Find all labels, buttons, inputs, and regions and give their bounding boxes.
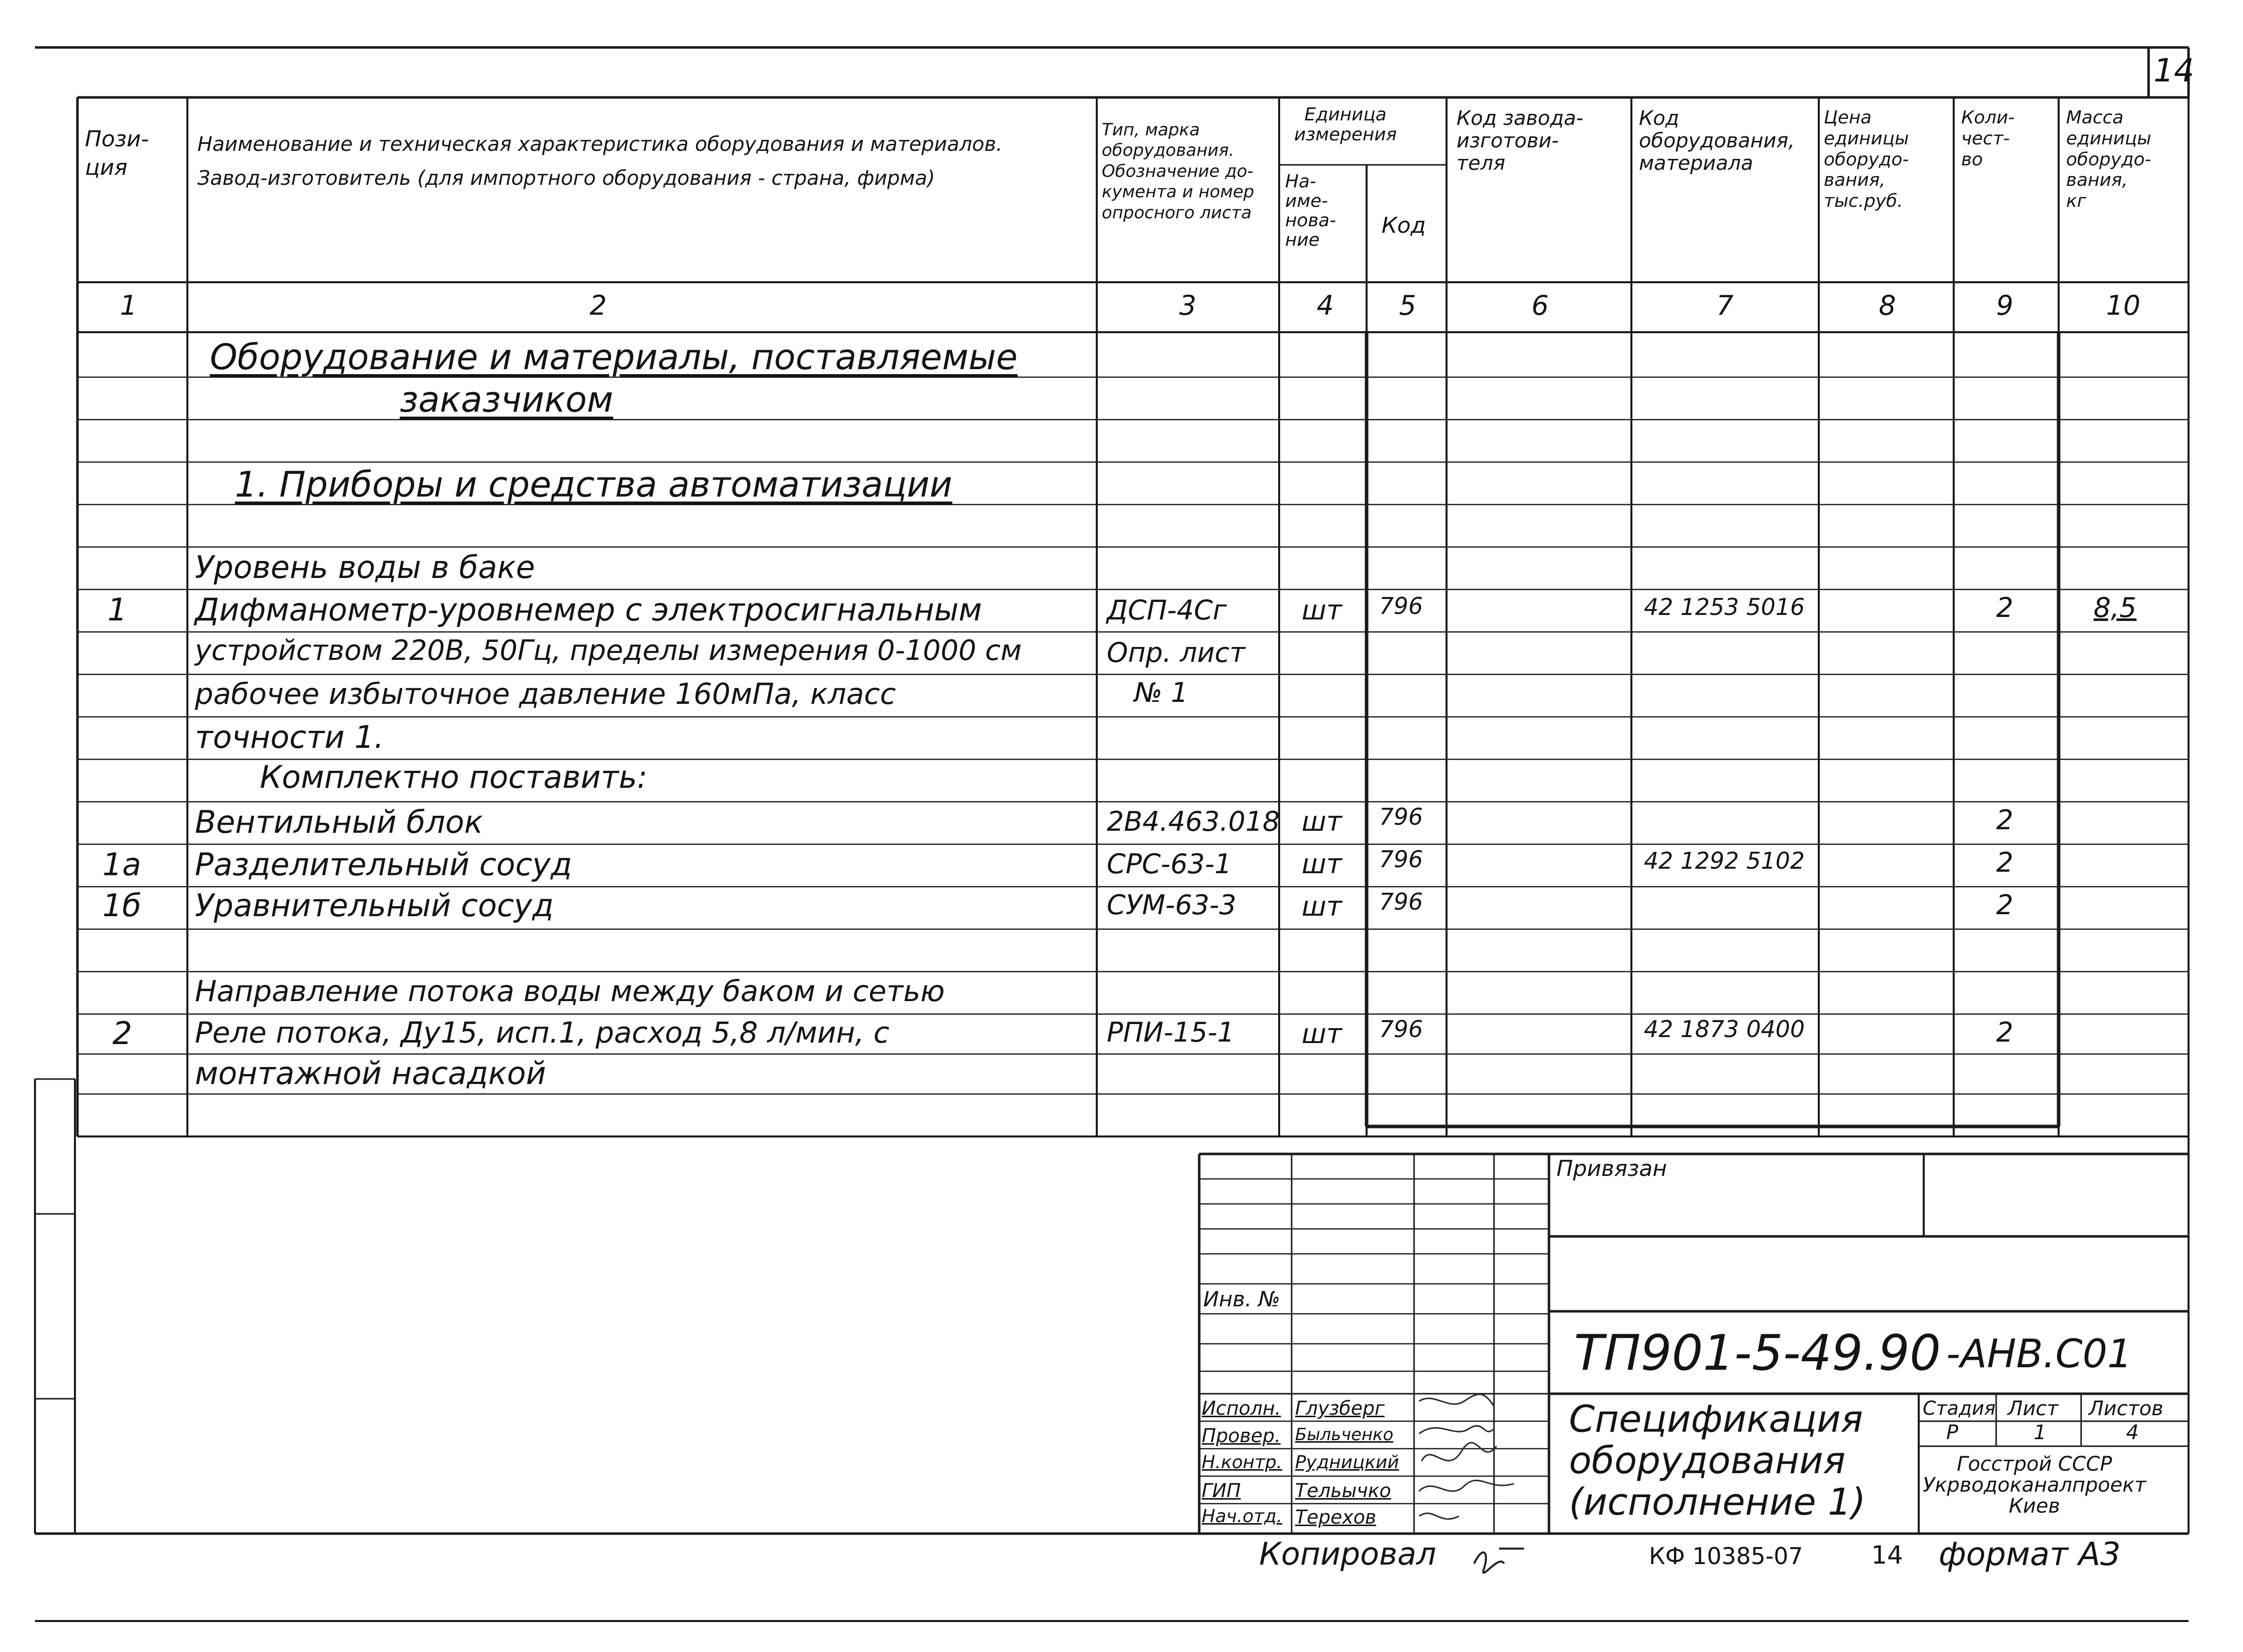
row-1-position: 1 [107,591,127,628]
row-1b-quantity: 2 [1996,889,2014,921]
row-valve-block-type: 2В4.463.018 [1107,806,1280,837]
row-valve-block-unit: шт [1302,806,1342,837]
signature-name: Тельычко [1295,1480,1391,1502]
col-number-7: 7 [1716,290,1734,321]
header-price: Цена единицы оборудо- вания, тыс.руб. [1824,107,1909,211]
signature-name: Глузберг [1295,1397,1385,1419]
signature-marks [1419,1394,1514,1519]
row-2-name-line2: монтажной насадкой [195,1055,546,1092]
sheets-label: Листов [2089,1397,2164,1420]
row-2-unit: шт [1302,1018,1342,1050]
header-unit-code: Код [1382,213,1426,238]
header-unit-group: Единица измерения [1294,104,1397,145]
row-1b-name: Уравнительный сосуд [195,887,554,924]
section-title-cont: заказчиком [400,379,614,420]
sheet-value: 1 [2034,1421,2047,1444]
row-1a-type: СРС-63-1 [1107,848,1232,880]
row-valve-block-code: 796 [1379,803,1423,830]
row-2-equipment-code: 42 1873 0400 [1644,1016,1805,1043]
row-2-type: РПИ-15-1 [1107,1017,1235,1048]
copied-by-label: Копировал [1259,1536,1437,1572]
col-number-9: 9 [1996,290,2014,321]
header-factory-code: Код завода- изготови- теля [1457,107,1583,175]
inventory-number-label: Инв. № [1203,1287,1281,1311]
col-number-2: 2 [590,290,607,321]
stage-value: Р [1946,1421,1959,1444]
row-1a-unit: шт [1302,848,1342,880]
row-1b-type: СУМ-63-3 [1107,889,1237,921]
row-1-name: Дифманометр-уровнемер с электросигнальным [195,591,982,628]
row-1-type-line2: Опр. лист [1107,637,1246,668]
row-1-unit: шт [1302,594,1342,626]
row-1a-equipment-code: 42 1292 5102 [1644,847,1805,874]
organization: Госстрой СССР Укрводоканалпроект Киев [1923,1453,2147,1518]
document-suffix: -АНВ.С01 [1946,1332,2133,1377]
document-title: Спецификация оборудования (исполнение 1) [1569,1398,1866,1524]
col-number-6: 6 [1531,290,1549,321]
row-valve-block-name: Вентильный блок [195,804,483,840]
signature-role: Провер. [1202,1425,1281,1447]
row-1-name-line2: устройством 220В, 50Гц, пределы измерения 0-1000 см [195,634,1022,667]
row-2-name: Реле потока, Ду15, исп.1, расход 5,8 л/мин, с [195,1016,890,1050]
sheets-value: 4 [2126,1421,2139,1444]
row-2-quantity: 2 [1996,1017,2014,1048]
row-1-quantity: 2 [1996,592,2014,623]
col-number-3: 3 [1179,290,1197,321]
header-name: Наименование и техническая характеристика оборудования и материалов. Завод-изготовитель (для импортного оборудования - страна, фирма) [197,133,1003,190]
signature-name: Терехов [1295,1506,1377,1528]
header-type: Тип, марка оборудования. Обозначение до- кумента и номер опросного листа [1102,120,1254,223]
attached-label: Привязан [1556,1156,1667,1181]
page-number: 14 [2154,52,2195,89]
row-1b-position: 1б [102,887,141,924]
signature-role: Н.контр. [1202,1452,1283,1473]
row-1b-unit: шт [1302,891,1342,922]
header-equipment-code: Код оборудования, материала [1639,107,1795,175]
row-1a-code: 796 [1379,846,1423,873]
signature-role: Исполн. [1202,1397,1281,1419]
row-1-type: ДСП-4Сг [1107,594,1227,626]
row-1b-code: 796 [1379,888,1423,915]
footer-sheet-number: 14 [1871,1541,1903,1570]
row-2-position: 2 [112,1015,132,1052]
supply-complete-label: Комплектно поставить: [260,759,648,795]
signature-role: ГИП [1202,1480,1241,1502]
row-1-mass: 8,5 [2094,592,2137,623]
row-1-code: 796 [1379,592,1423,619]
col-number-5: 5 [1399,290,1417,321]
subsection-title: 1. Приборы и средства автоматизации [235,464,952,505]
archive-number: КФ 10385-07 [1649,1543,1803,1570]
header-unit-name: На- име- нова- ние [1285,171,1336,250]
row-1a-name: Разделительный сосуд [195,846,572,883]
col-number-8: 8 [1879,290,1896,321]
copier-signature-mark [1469,1539,1529,1574]
row-valve-block-quantity: 2 [1996,804,2014,836]
sheet-label: Лист [2008,1397,2059,1420]
header-quantity: Коли- чест- во [1961,107,2015,170]
section-title: Оборудование и материалы, поставляемые [210,337,1018,378]
signature-role: Нач.отд. [1202,1506,1283,1527]
row-2-code: 796 [1379,1016,1423,1043]
signature-name: Рудницкий [1295,1452,1399,1473]
group-title-water-level: Уровень воды в баке [195,549,535,585]
row-1-type-line3: № 1 [1134,677,1188,708]
header-mass: Масса единицы оборудо- вания, кг [2066,107,2152,211]
col-number-10: 10 [2106,290,2141,321]
row-1a-quantity: 2 [1996,847,2014,878]
stage-label: Стадия [1923,1397,1996,1419]
header-position: Пози- ция [85,126,149,181]
row-1-name-line4: точности 1. [195,719,384,755]
document-code: ТП901-5-49.90 [1574,1325,1941,1382]
signature-name: Быльченко [1295,1425,1394,1445]
row-1a-position: 1а [102,846,141,883]
row-1-equipment-code: 42 1253 5016 [1644,593,1805,620]
row-1-name-line3: рабочее избыточное давление 160мПа, класс [195,677,896,711]
group-title-flow-direction: Направление потока воды между баком и сетью [195,974,945,1008]
paper-format: формат А3 [1939,1536,2121,1573]
col-number-1: 1 [120,290,137,321]
col-number-4: 4 [1317,290,1334,321]
